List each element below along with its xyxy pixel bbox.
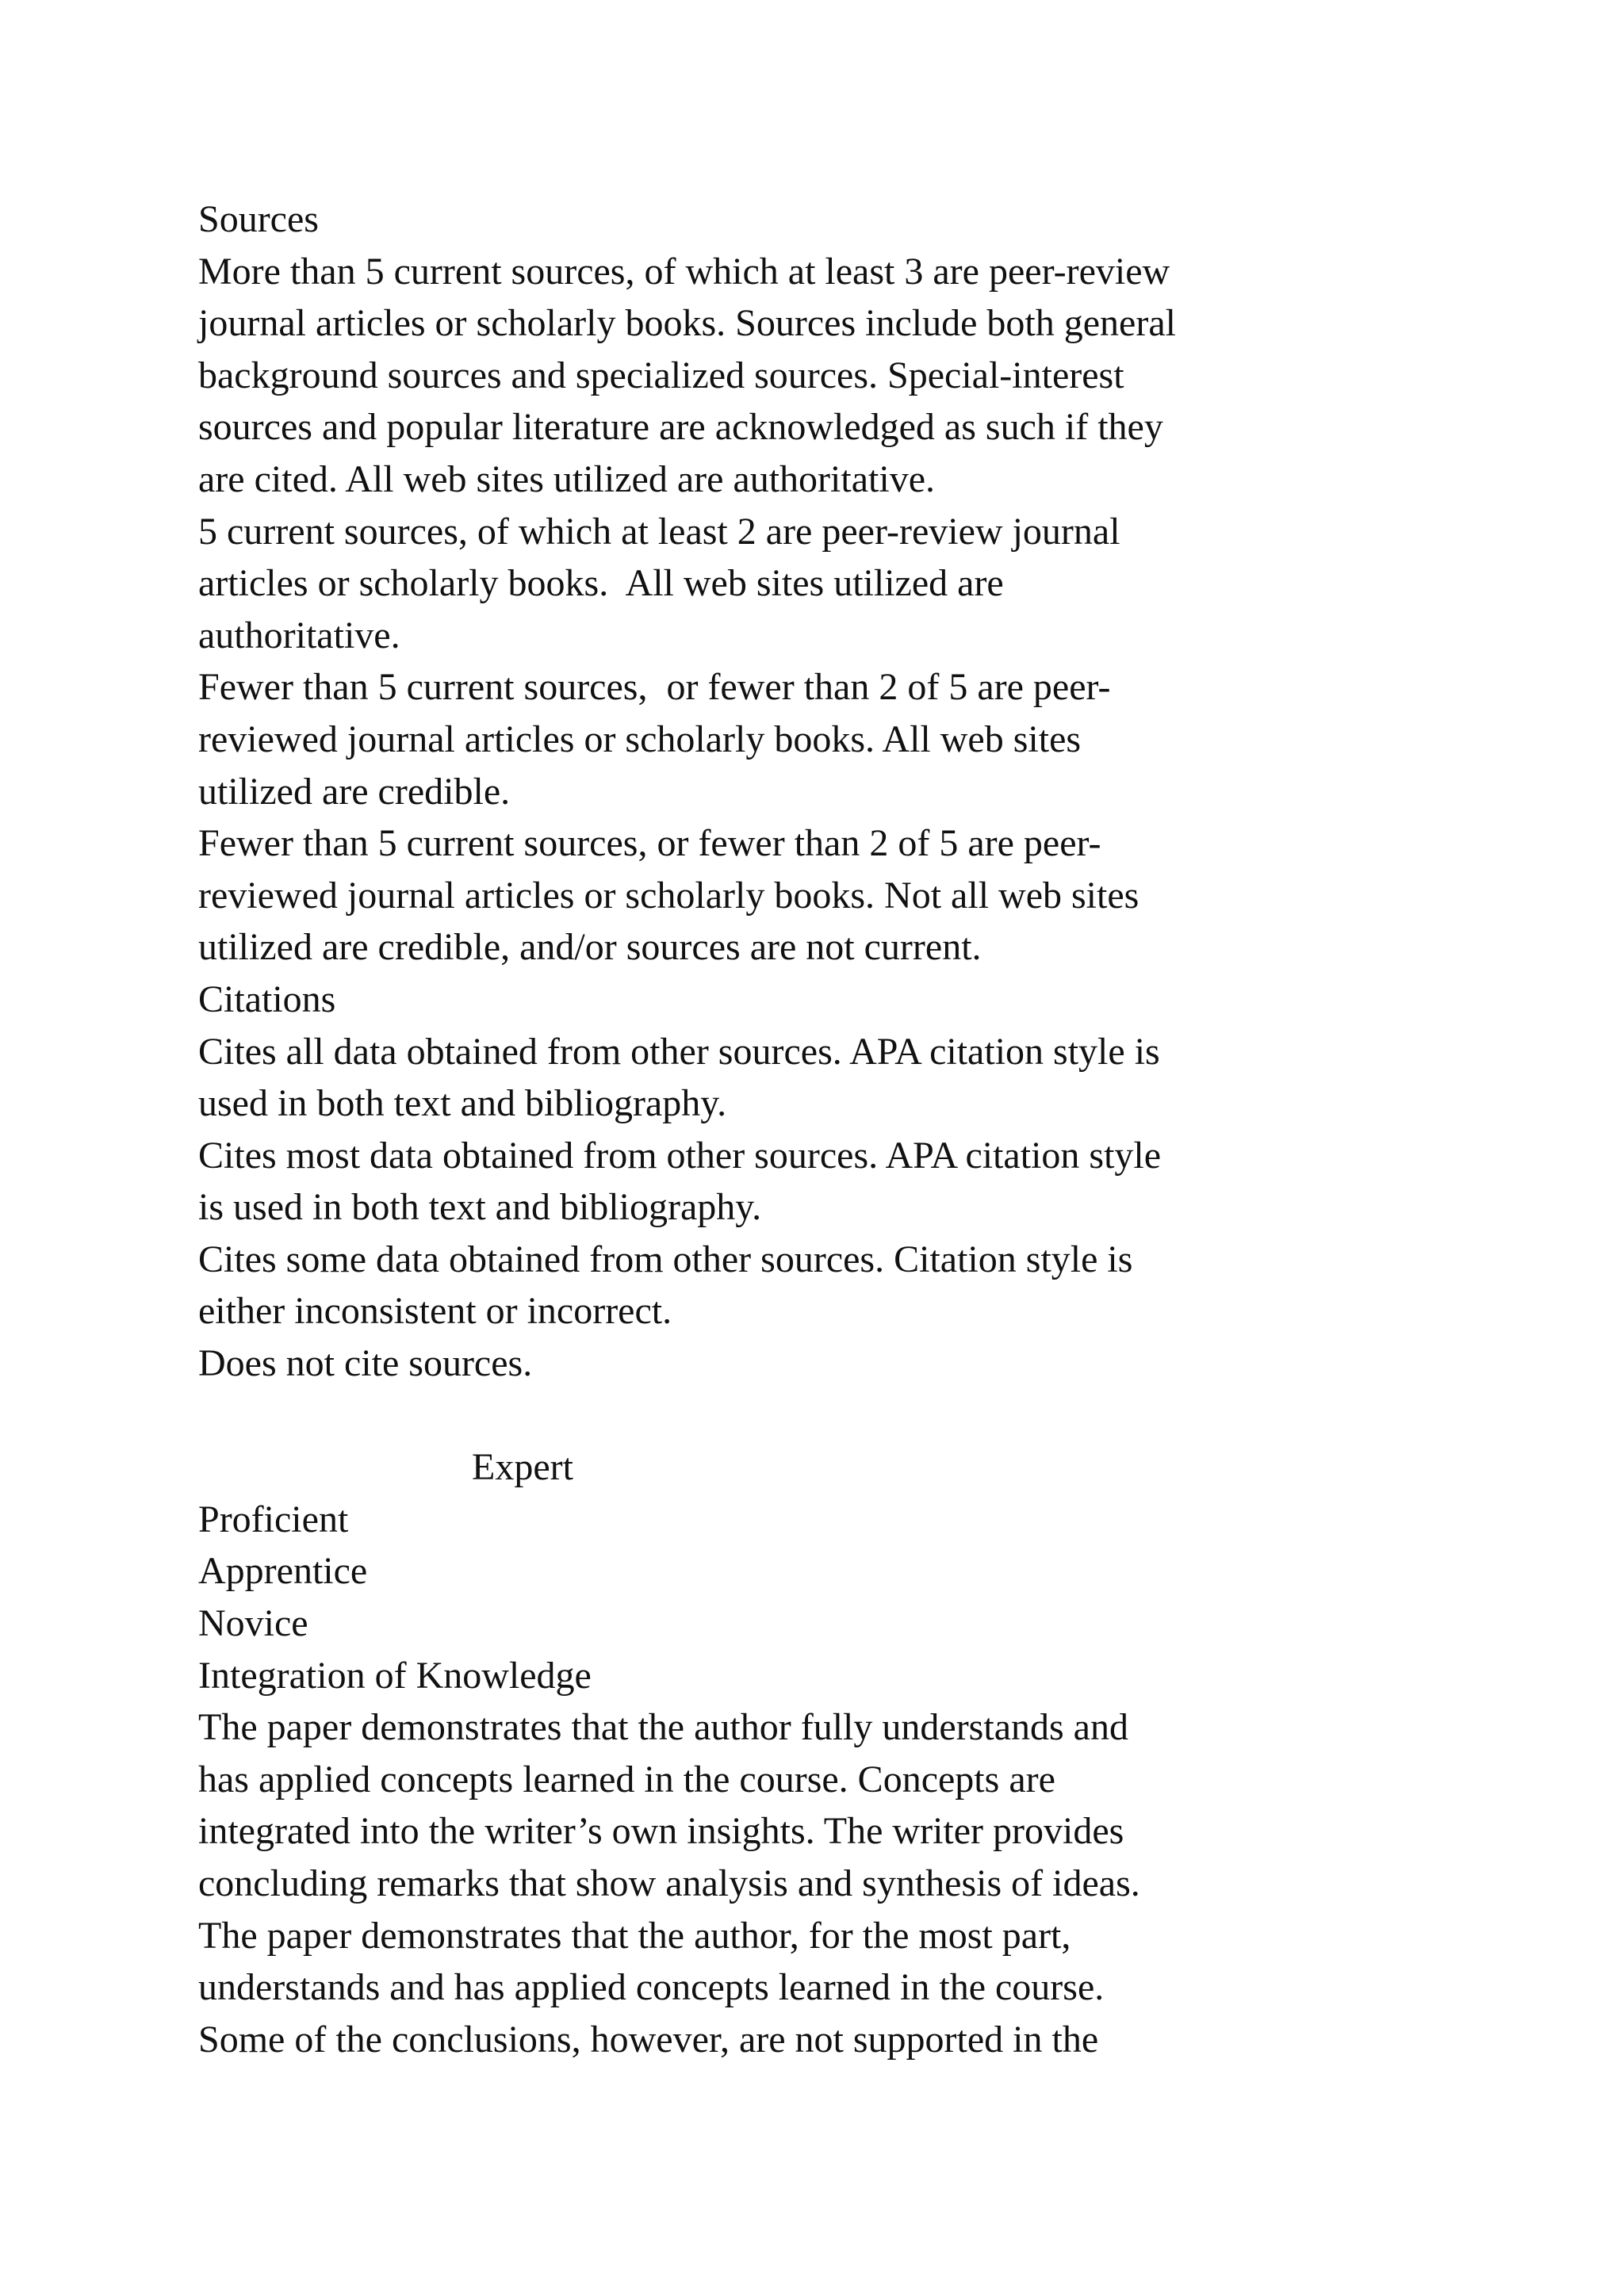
text-line: concluding remarks that show analysis and synthesis of ideas.	[198, 1862, 1140, 1904]
text-line: The paper demonstrates that the author fully understands and	[198, 1706, 1128, 1749]
blank-line	[198, 1390, 1435, 1442]
text-line: Some of the conclusions, however, are not supported in the	[198, 2018, 1099, 2061]
level-label-novice: Novice	[198, 1602, 308, 1645]
document-body	[198, 193, 1435, 2065]
text-line: are cited. All web sites utilized are authoritative.	[198, 457, 935, 500]
text-line: authoritative.	[198, 614, 400, 656]
text-line: utilized are credible.	[198, 770, 511, 813]
section-heading-sources: Sources	[198, 198, 319, 240]
text-line: used in both text and bibliography.	[198, 1082, 727, 1125]
text-line: background sources and specialized sources. Special-interest	[198, 354, 1124, 396]
text-line: sources and popular literature are acknowledged as such if they	[198, 406, 1163, 449]
section-heading-integration: Integration of Knowledge	[198, 1654, 592, 1697]
text-line: Does not cite sources.	[198, 1342, 533, 1385]
text-line: Cites all data obtained from other sources. APA citation style is	[198, 1030, 1160, 1073]
text-line: Cites some data obtained from other sources. Citation style is	[198, 1238, 1133, 1280]
text-line: journal articles or scholarly books. Sources include both general	[198, 302, 1176, 345]
text-line: is used in both text and bibliography.	[198, 1186, 762, 1229]
text-line: has applied concepts learned in the course. Concepts are	[198, 1758, 1055, 1800]
text-line: Fewer than 5 current sources, or fewer than 2 of 5 are peer-	[198, 666, 1111, 709]
text-line: either inconsistent or incorrect.	[198, 1290, 672, 1333]
text-line: More than 5 current sources, of which at least 3 are peer-review	[198, 250, 1170, 293]
section-heading-citations: Citations	[198, 978, 336, 1020]
text-line: integrated into the writer’s own insights. The writer provides	[198, 1810, 1124, 1853]
text-line: reviewed journal articles or scholarly books. Not all web sites	[198, 874, 1139, 916]
text-line: reviewed journal articles or scholarly books. All web sites	[198, 718, 1082, 760]
level-label-proficient: Proficient	[198, 1498, 349, 1540]
level-label-apprentice: Apprentice	[198, 1550, 368, 1593]
text-line: utilized are credible, and/or sources are not current.	[198, 926, 982, 969]
text-line: understands and has applied concepts learned in the course.	[198, 1966, 1105, 2009]
level-label-expert: Expert	[472, 1446, 573, 1489]
text-line: 5 current sources, of which at least 2 are peer-review journal	[198, 510, 1120, 553]
text-line: Fewer than 5 current sources, or fewer than 2 of 5 are peer-	[198, 822, 1101, 865]
text-line: articles or scholarly books. All web sites utilized are	[198, 562, 1004, 605]
text-line: The paper demonstrates that the author, for the most part,	[198, 1914, 1071, 1957]
text-line: Cites most data obtained from other sources. APA citation style	[198, 1134, 1162, 1177]
